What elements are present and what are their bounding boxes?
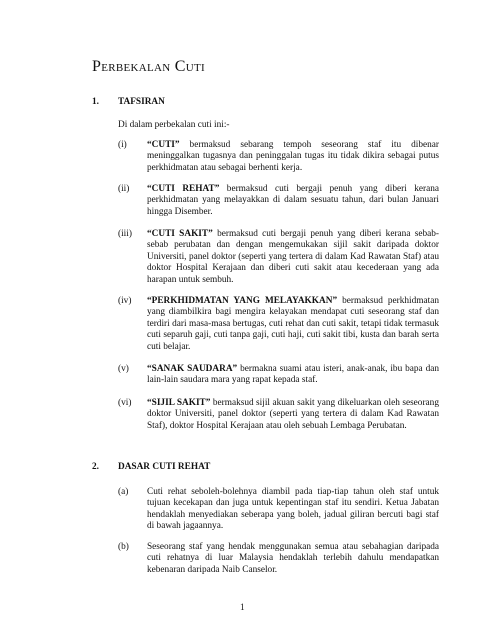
item-ii-definition: bermaksud cuti bergaji penuh yang diberi kerana perkhidmatan yang melayakkan di dalam sesuatu tahun, dari bulan Januari hingga Disember. (147, 184, 439, 217)
item-ii-label: (ii) (118, 184, 130, 194)
item-a-label: (a) (118, 487, 129, 497)
item-iii-text (147, 229, 439, 286)
item-i-term: “CUTI” (147, 140, 180, 150)
item-a-text: Cuti rehat seboleh-bolehnya diambil pada tiap-tiap tahun oleh staf untuk tujuan kecekapan dan juga untuk kepentingan staf itu sendiri. Ketua Jabatan hendaklah menyediakan seberapa yang boleh, jadual giliran bercuti bagi staf di bawah jagaannya. (147, 487, 439, 532)
page-number: 1 (240, 603, 245, 613)
item-iii-label: (iii) (118, 229, 132, 239)
item-iv-text (147, 296, 439, 353)
section-1-number: 1. (92, 97, 99, 107)
item-ii-term: “CUTI REHAT” (147, 184, 220, 194)
item-v-text (147, 364, 439, 387)
item-v-label: (v) (118, 364, 129, 374)
section-1-heading: TAFSIRAN (118, 97, 165, 107)
section-1-intro: Di dalam perbekalan cuti ini:- (118, 120, 230, 130)
item-ii-text (147, 184, 439, 218)
item-iv-label: (iv) (118, 296, 132, 306)
item-iv-term: “PERKHIDMATAN YANG MELAYAKKAN” (147, 296, 338, 306)
item-vi-definition: bermaksud sijil akuan sakit yang dikeluarkan oleh seseorang doktor Universiti, panel doktor (seperti yang tertera di dalam Kad Rawatan Staf), doktor Hospital Kerajaan atau oleh sebuah Lembaga Perubatan. (147, 398, 439, 431)
item-b-text: Seseorang staf yang hendak menggunakan semua atau sebahagian daripada cuti rehatnya di luar Malaysia hendaklah terlebih dahulu mendapatkan kebenaran daripada Naib Canselor. (147, 542, 439, 575)
item-i-definition: bermaksud sebarang tempoh seseorang staf itu dibenar meninggalkan tugasnya dan peninggalan tugas itu tidak dikira sebagai putus perkhidmatan atau sebagai berhenti kerja. (147, 140, 439, 173)
item-vi-term: “SIJIL SAKIT” (147, 398, 211, 408)
section-2-heading: DASAR CUTI REHAT (118, 462, 211, 472)
item-i-text (147, 140, 439, 174)
item-iii-term: “CUTI SAKIT” (147, 229, 213, 239)
item-b-label: (b) (118, 542, 129, 552)
item-v-definition: bermakna suami atau isteri, anak-anak, ibu bapa dan lain-lain saudara mara yang rapat kepada staf. (147, 364, 439, 386)
section-2-number: 2. (92, 462, 99, 472)
item-v-term: “SANAK SAUDARA” (147, 364, 238, 374)
document-title: Perbekalan Cuti (92, 58, 206, 75)
item-iv-definition: bermaksud perkhidmatan yang diambilkira bagi mengira kelayakan mendapat cuti seseorang staf dan terdiri dari masa-masa bertugas, cuti rehat dan cuti sakit, tetapi tidak termasuk cuti separuh gaji, cuti tanpa gaji, cuti haji, cuti sakit tibi, kusta dan barah serta cuti belajar. (147, 296, 439, 352)
item-vi-label: (vi) (118, 398, 132, 408)
item-vi-text (147, 398, 439, 432)
item-i-label: (i) (118, 140, 127, 150)
item-iii-definition: bermaksud cuti bergaji penuh yang diberi kerana sebab-sebab perubatan dan dengan mengemukakan sijil sakit daripada doktor Universiti, panel doktor (seperti yang tertera di dalam Kad Rawatan Staf) atau doktor Hospital Kerajaan dan diberi cuti sakit atau kecederaan yang ada harapan untuk sembuh. (147, 229, 439, 285)
